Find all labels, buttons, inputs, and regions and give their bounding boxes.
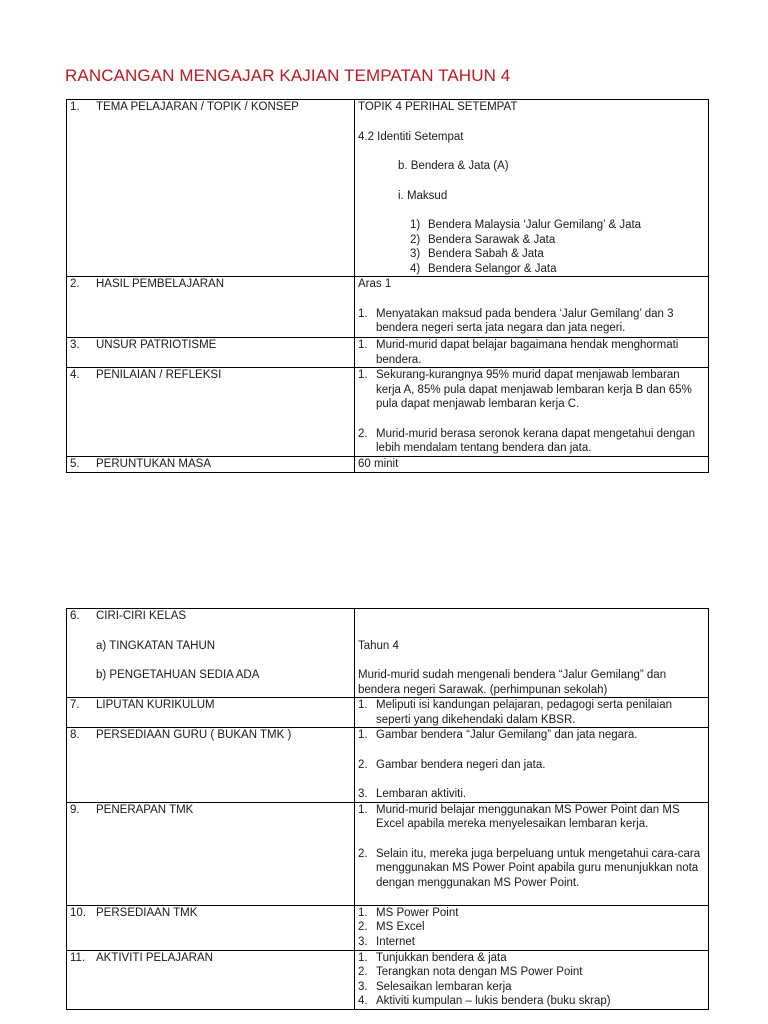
class-level-value: Tahun 4 (358, 639, 399, 652)
duration-value: 60 minit (358, 458, 399, 470)
row-number: 3. (70, 339, 80, 351)
row-label: TEMA PELAJARAN / TOPIK / KONSEP (96, 101, 299, 113)
list-item: 1. Gambar bendera “Jalur Gemilang” dan jata negara. (358, 729, 638, 741)
row-label-cell (67, 802, 355, 905)
list-item: 1. Meliputi isi kandungan pelajaran, pedagogi serta penilaian seperti yang dikehendaki dalam KBSR. (358, 699, 673, 726)
list-item: 4) Bendera Selangor & Jata (410, 262, 557, 275)
list-item: 4. Aktiviti kumpulan – lukis bendera (buku skrap) (358, 995, 611, 1007)
table-row (67, 905, 709, 950)
item-list (358, 218, 704, 276)
table-row (67, 728, 709, 803)
subsubtopic: b. Bendera & Jata (A) (398, 160, 509, 172)
row-label: AKTIVITI PELAJARAN (96, 951, 213, 964)
row-content-cell (355, 609, 709, 698)
row-number: 7. (70, 699, 80, 711)
row-label: PERUNTUKAN MASA (96, 458, 212, 470)
row-content-cell (355, 698, 709, 728)
row-label-cell (67, 698, 355, 728)
row-label-cell (67, 100, 355, 277)
row-number: 6. (70, 610, 80, 622)
level-label: Aras 1 (358, 278, 392, 290)
table-row (67, 950, 709, 1009)
row-number: 5. (70, 458, 80, 470)
list-item: 1. Murid-murid dapat belajar bagaimana hendak menghormati bendera. (358, 339, 679, 366)
row-label: UNSUR PATRIOTISME (96, 339, 217, 351)
lesson-plan-table-2 (66, 608, 709, 1010)
list-item: 3. Lembaran aktiviti. (358, 788, 467, 800)
list-item: 3) Bendera Sabah & Jata (410, 248, 544, 260)
row-label: CIRI-CIRI KELAS (96, 610, 187, 622)
list-item: 2. MS Excel (358, 921, 425, 933)
table-row (67, 457, 709, 473)
row-label-cell (67, 338, 355, 368)
list-item: 1. Menyatakan maksud pada bendera ‘Jalur Gemilang’ dan 3 bendera negeri serta jata negara dan jata negeri. (358, 307, 674, 334)
page-title: RANCANGAN MENGAJAR KAJIAN TEMPATAN TAHUN 4 (65, 66, 511, 85)
row-label-cell (67, 609, 355, 698)
row-label: LIPUTAN KURIKULUM (96, 699, 215, 711)
row-label: PENILAIAN / REFLEKSI (96, 369, 222, 381)
row-number: 9. (70, 803, 80, 816)
row-label: PENERAPAN TMK (96, 803, 194, 816)
list-item: 1) Bendera Malaysia ‘Jalur Gemilang’ & Jata (410, 219, 642, 231)
row-label-cell (67, 368, 355, 457)
table-row (67, 100, 709, 277)
sub-label-b: b) PENGETAHUAN SEDIA ADA (96, 669, 260, 681)
row-content-cell (355, 802, 709, 905)
row-label-cell (67, 728, 355, 803)
topic-title: TOPIK 4 PERIHAL SETEMPAT (358, 101, 518, 113)
list-item: 2. Terangkan nota dengan MS Power Point (358, 966, 583, 978)
table-row (67, 368, 709, 457)
point: i. Maksud (398, 189, 448, 202)
row-number: 2. (70, 278, 80, 290)
row-number: 10. (70, 906, 86, 919)
row-label-cell (67, 277, 355, 338)
lesson-plan-table-1 (66, 99, 709, 473)
sub-label-a: a) TINGKATAN TAHUN (96, 639, 216, 652)
row-content-cell (355, 728, 709, 803)
table-row (67, 802, 709, 905)
list-item: 1. MS Power Point (358, 906, 459, 919)
row-label-cell (67, 950, 355, 1009)
list-item: 2. Selain itu, mereka juga berpeluang untuk mengetahui cara-cara menggunakan MS Power Point apabila guru menunjukkan nota dengan menggunakan MS Power Point. (358, 847, 701, 889)
list-item: 1. Sekurang-kurangnya 95% murid dapat menjawab lembaran kerja A, 85% pula dapat menjawab lembaran kerja B dan 65% pula dapat menjawab lembaran kerja C. (358, 369, 692, 410)
table-row (67, 277, 709, 338)
row-content-cell (355, 457, 709, 473)
row-label: PERSEDIAAN GURU ( BUKAN TMK ) (96, 729, 292, 741)
list-item: 1. Murid-murid belajar menggunakan MS Power Point dan MS Excel apabila mereka menyelesaikan lembaran kerja. (358, 803, 680, 830)
row-content-cell (355, 277, 709, 338)
row-label-cell (67, 457, 355, 473)
list-item: 2. Murid-murid berasa seronok kerana dapat mengetahui dengan lebih mendalam tentang bendera dan jata. (358, 427, 696, 454)
row-content-cell (355, 100, 709, 277)
row-number: 8. (70, 729, 80, 741)
table-row (67, 609, 709, 698)
row-number: 1. (70, 101, 80, 113)
row-content-cell (355, 338, 709, 368)
list-item: 3. Selesaikan lembaran kerja (358, 980, 512, 993)
row-label-cell (67, 905, 355, 950)
list-item: 2) Bendera Sarawak & Jata (410, 233, 556, 246)
list-item: 2. Gambar bendera negeri dan jata. (358, 758, 546, 771)
prior-knowledge-value: Murid-murid sudah mengenali bendera “Jalur Gemilang” dan bendera negeri Sarawak. (perhimpunan sekolah) (358, 669, 667, 696)
row-content-cell (355, 368, 709, 457)
row-content-cell (355, 950, 709, 1009)
row-number: 11. (70, 951, 86, 964)
table-row (67, 698, 709, 728)
row-content-cell (355, 905, 709, 950)
subtopic: 4.2 Identiti Setempat (358, 130, 464, 143)
row-label: PERSEDIAAN TMK (96, 906, 198, 919)
list-item: 3. Internet (358, 935, 415, 948)
table-row (67, 338, 709, 368)
row-number: 4. (70, 369, 80, 381)
row-label: HASIL PEMBELAJARAN (96, 278, 225, 290)
list-item: 1. Tunjukkan bendera & jata (358, 951, 507, 964)
